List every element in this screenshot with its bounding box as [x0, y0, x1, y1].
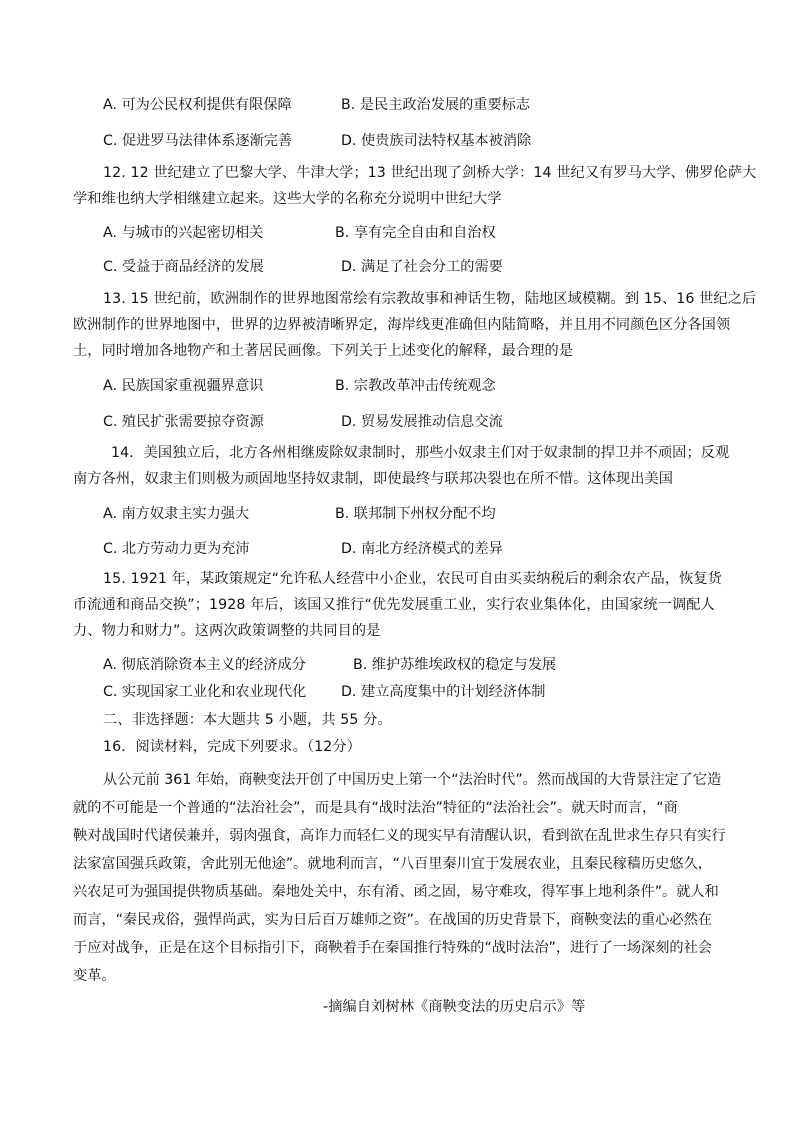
section-heading: 二、非选择题：本大题共 5 小题，共 55 分。	[103, 712, 392, 728]
material-line-6: 而言，“秦民戎俗，强悍尚武，实为日后百万雄师之资”。在战国的历史背景下，商鞅变法的重心必然在	[73, 912, 712, 928]
q14-option-a: A. 南方奴隶主实力强大	[103, 506, 250, 522]
material-line-5: 兴农足可为强国提供物质基础。秦地处关中，东有淆、函之固，易守难攻，得军事上地利条件”。就人和	[73, 884, 719, 900]
q12-option-b: B. 享有完全自由和自治权	[335, 225, 496, 241]
q12-option-d: D. 满足了社会分工的需要	[341, 259, 503, 275]
q15-option-b: B. 维护苏维埃政权的稳定与发展	[353, 657, 557, 673]
q14-option-d: D. 南北方经济模式的差异	[341, 541, 503, 557]
q15-option-c: C. 实现国家工业化和农业现代化	[103, 684, 307, 700]
q12-option-c: C. 受益于商品经济的发展	[103, 259, 264, 275]
q15-stem-line-1: 15. 1921 年，某政策规定“允许私人经营中小企业，农民可自由买卖纳税后的剩余农产品，恢复货	[103, 571, 722, 587]
material-line-3: 鞅对战国时代诸侯兼并，弱肉强食，高诈力而轻仁义的现实早有清醒认识，看到欲在乱世求生存只有实行	[73, 828, 726, 844]
material-line-8: 变革。	[73, 968, 116, 984]
q13-option-a: A. 民族国家重视疆界意识	[103, 378, 264, 394]
material-source: -摘编自刘树林《商鞅变法的历史启示》等	[323, 999, 586, 1015]
q15-option-a: A. 彻底消除资本主义的经济成分	[103, 657, 306, 673]
q14-stem-line-1: 14．美国独立后，北方各州相继废除奴隶制时，那些小奴隶主们对于奴隶制的捍卫并不顽固；反观	[111, 445, 730, 461]
q11-option-c: C. 促进罗马法律体系逐渐完善	[103, 133, 293, 149]
q15-stem-line-3: 力、物力和财力”。这两次政策调整的共同目的是	[73, 623, 381, 639]
q14-option-b: B. 联邦制下州权分配不均	[335, 506, 496, 522]
q13-option-c: C. 殖民扩张需要掠夺资源	[103, 414, 264, 430]
material-line-2: 就的不可能是一个普通的“法治社会”，而是具有“战时法治”特征的“法治社会”。就天时而言，“商	[73, 800, 678, 816]
q13-option-b: B. 宗教改革冲击传统观念	[335, 378, 496, 394]
q13-option-d: D. 贸易发展推动信息交流	[341, 414, 503, 430]
q11-option-b: B. 是民主政治发展的重要标志	[341, 97, 531, 113]
q13-stem-line-3: 土，同时增加各地物产和土著居民画像。下列关于上述变化的解释，最合理的是	[73, 343, 574, 359]
material-line-4: 法家富国强兵政策，舍此别无他途”。就地利而言，“八百里秦川宜于发展农业，且秦民稼穑历史悠久，	[73, 856, 712, 872]
q13-stem-line-2: 欧洲制作的世界地图中，世界的边界被清晰界定，海岸线更准确但内陆简略，并且用不同颜色区分各国领	[73, 317, 731, 333]
q14-option-c: C. 北方劳动力更为充沛	[103, 541, 250, 557]
q15-stem-line-2: 币流通和商品交换”；1928 年后，该国又推行“优先发展重工业，实行农业集体化，由国家统一调配人	[73, 597, 715, 613]
q12-stem-line-2: 学和维也纳大学相继建立起来。这些大学的名称充分说明中世纪大学	[73, 191, 502, 207]
q12-option-a: A. 与城市的兴起密切相关	[103, 225, 264, 241]
material-line-7: 于应对战争，正是在这个目标指引下，商鞅着手在秦国推行特殊的“战时法治”，进行了一场深刻的社会	[73, 940, 712, 956]
material-line-1: 从公元前 361 年始，商鞅变法开创了中国历史上第一个“法治时代”。然而战国的大背景注定了它造	[103, 772, 722, 788]
q12-stem-line-1: 12. 12 世纪建立了巴黎大学、牛津大学；13 世纪出现了剑桥大学：14 世纪又有罗马大学、佛罗伦萨大	[103, 165, 757, 181]
q14-stem-line-2: 南方各州，奴隶主们则极为顽固地坚持奴隶制，即使最终与联邦决裂也在所不惜。这体现出美国	[73, 471, 674, 487]
q13-stem-line-1: 13. 15 世纪前，欧洲制作的世界地图常绘有宗教故事和神话生物，陆地区域模糊。到 15、16 世纪之后	[103, 291, 757, 307]
q16-stem: 16．阅读材料，完成下列要求。（12分）	[103, 739, 362, 755]
q15-option-d: D. 建立高度集中的计划经济体制	[341, 684, 546, 700]
q11-option-a: A. 可为公民权利提供有限保障	[103, 97, 292, 113]
q11-option-d: D. 使贵族司法特权基本被消除	[341, 133, 532, 149]
